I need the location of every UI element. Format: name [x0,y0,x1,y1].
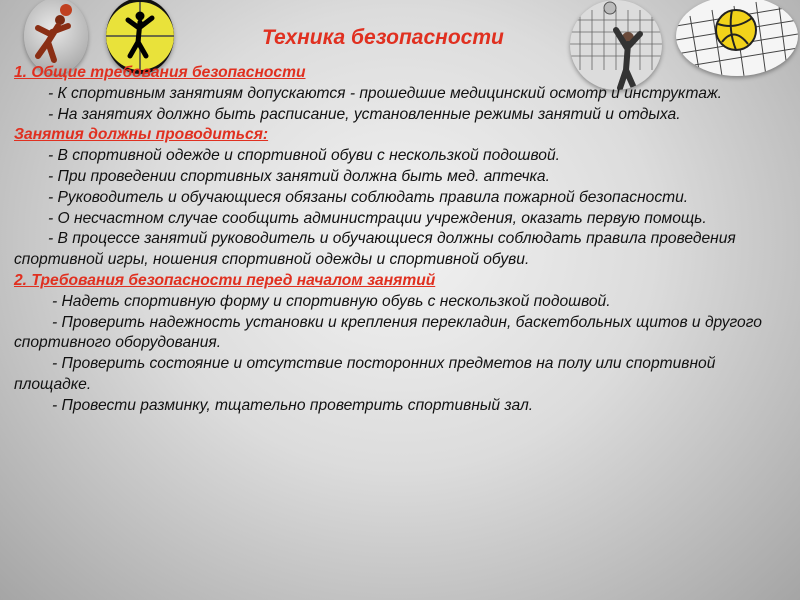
list-item: - На занятиях должно быть расписание, установленные режимы занятий и отдыха. [48,105,681,123]
section1-heading: 1. Общие требования безопасности [14,64,306,81]
page-title: Техника безопасности [262,26,504,49]
list-item: - Провести разминку, тщательно проветрить спортивный зал. [52,396,534,414]
safety-text [14,63,794,417]
list-item: - Руководитель и обучающиеся обязаны соблюдать правила пожарной безопасности. [48,188,689,206]
list-item: - При проведении спортивных занятий должна быть мед. аптечка. [48,167,550,185]
list-item: - О несчастном случае сообщить администрации учреждения, оказать первую помощь. [48,209,707,227]
subsection-heading: Занятия должны проводиться: [14,126,269,144]
list-item: - В процессе занятий руководитель и обучающиеся должны соблюдать правила проведения спортивной игры, ношения спортивной одежды и спортивной обуви. [14,230,736,269]
list-item: - Проверить состояние и отсутствие посторонних предметов на полу или спортивной площадке. [14,355,716,393]
list-item: - Надеть спортивную форму и спортивную обувь с нескользкой подошвой. [52,292,611,310]
list-item: - В спортивной одежде и спортивной обуви с нескользкой подошвой. [48,147,560,165]
list-item: - Проверить надежность установки и крепления перекладин, баскетбольных щитов и другого спортивного оборудования. [14,313,762,352]
list-item: - К спортивным занятиям допускаются - прошедшие медицинский осмотр и инструктаж. [48,84,723,102]
section2-heading: 2. Требования безопасности перед началом занятий [14,271,436,289]
